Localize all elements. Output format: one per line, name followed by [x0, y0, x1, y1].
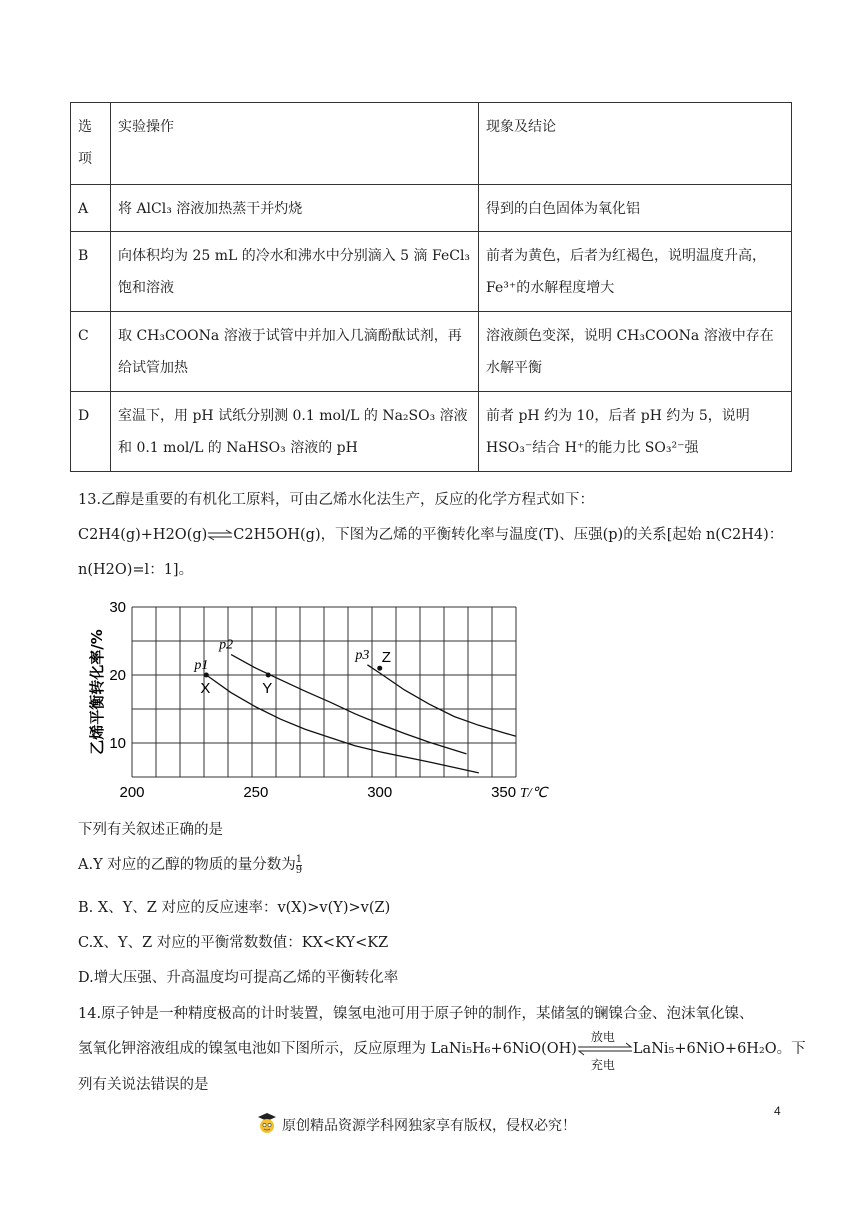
- y-tick-label: 30: [109, 599, 126, 616]
- table-cell-result: 得到的白色固体为氧化铝: [479, 185, 792, 232]
- q13-line2: [78, 523, 783, 544]
- q13-option-c: C.X、Y、Z 对应的平衡常数数值：KX<KY<KZ: [78, 935, 389, 951]
- series-line-p3: [367, 665, 516, 736]
- footer: [254, 1110, 576, 1140]
- page-number: 4: [774, 1104, 781, 1118]
- table-cell-opt: C: [71, 312, 111, 392]
- arrow-top-label: 放电: [590, 1030, 615, 1044]
- x-tick-label: 350: [491, 784, 517, 801]
- scholar-mascot-icon: [254, 1110, 280, 1140]
- data-point-Y: [266, 673, 271, 678]
- table-row: [71, 185, 792, 232]
- table-header-cell: 现象及结论: [479, 103, 792, 185]
- data-point-X: [204, 673, 209, 678]
- series-label-p2: p2: [219, 637, 234, 653]
- q13-option-b: B. X、Y、Z 对应的反应速率：v(X)>v(Y)>v(Z): [78, 900, 391, 916]
- x-tick-label: 250: [243, 784, 269, 801]
- series-label-p3: p3: [355, 647, 370, 663]
- series-label-p1: p1: [194, 658, 209, 673]
- q14-equation-right: LaNi₅+6NiO+6H₂O。下: [632, 1041, 806, 1057]
- y-tick-label: 10: [109, 735, 126, 752]
- x-axis-label: T/℃: [520, 786, 548, 801]
- table-cell-result: 前者为黄色，后者为红褐色，说明温度升高，Fe³⁺的水解程度增大: [479, 232, 792, 312]
- q14-line1: 14.原子钟是一种精度极高的计时装置，镍氢电池可用于原子钟的制作，某储氢的镧镍合金、泡沫氧化镍、: [78, 1006, 754, 1022]
- table-row: [71, 312, 792, 392]
- q13-equation-right: C2H5OH(g)，下图为乙烯的平衡转化率与温度(T)、压强(p)的关系[起始 n(C2H4)：: [233, 527, 784, 543]
- q14-line2: [78, 1030, 806, 1072]
- q13-option-d: D.增大压强、升高温度均可提高乙烯的平衡转化率: [78, 970, 399, 986]
- point-label-Z: Z: [381, 649, 391, 667]
- table-cell-op: 将 AlCl₃ 溶液加热蒸干并灼烧: [111, 185, 479, 232]
- q13-equation-left: C2H4(g)+H2O(g): [78, 527, 208, 543]
- table-cell-opt: A: [71, 185, 111, 232]
- fraction-numerator: 1: [295, 853, 303, 865]
- fraction-denominator: 9: [295, 864, 303, 876]
- fraction: [296, 855, 302, 876]
- y-tick-label: 20: [109, 667, 126, 684]
- point-label-X: X: [200, 680, 211, 697]
- data-point-Z: [377, 666, 382, 671]
- q14-line3: 列有关说法错误的是: [78, 1077, 209, 1093]
- q13-question: 下列有关叙述正确的是: [78, 822, 223, 838]
- table-header-cell: 实验操作: [111, 103, 479, 185]
- q13-option-a: [78, 853, 302, 876]
- series-line-p2: [231, 655, 466, 754]
- reversible-arrow-icon: [577, 1030, 633, 1072]
- x-tick-label: 300: [367, 784, 393, 801]
- q14-equation-left: 氢氧化钾溶液组成的镍氢电池如下图所示，反应原理为 LaNi₅H₆+6NiO(OH): [78, 1041, 577, 1057]
- table-cell-result: 溶液颜色变深，说明 CH₃COONa 溶液中存在水解平衡: [479, 312, 792, 392]
- table-cell-opt: B: [71, 232, 111, 312]
- table-header-row: [71, 103, 792, 185]
- x-tick-label: 200: [119, 784, 145, 801]
- y-axis-label: 乙烯平衡转化率/%: [88, 629, 106, 755]
- table-row: [71, 392, 792, 472]
- table-cell-result: 前者 pH 约为 10，后者 pH 约为 5，说明 HSO₃⁻结合 H⁺的能力比 SO₃²⁻强: [479, 392, 792, 472]
- q13-line1: 13.乙醇是重要的有机化工原料，可由乙烯水化法生产，反应的化学方程式如下：: [78, 492, 595, 508]
- table-cell-op: 室温下，用 pH 试纸分别测 0.1 mol/L 的 Na₂SO₃ 溶液和 0.1 mol/L 的 NaHSO₃ 溶液的 pH: [111, 392, 479, 472]
- table-header-cell: 选 项: [71, 103, 111, 185]
- table-cell-opt: D: [71, 392, 111, 472]
- table-row: [71, 232, 792, 312]
- equilibrium-arrow-icon: [207, 529, 233, 541]
- equilibrium-chart: [76, 595, 556, 805]
- experiment-table: [70, 102, 792, 472]
- q13-line3: n(H2O)=l：1]。: [78, 562, 194, 578]
- table-cell-op: 向体积均为 25 mL 的冷水和沸水中分别滴入 5 滴 FeCl₃ 饱和溶液: [111, 232, 479, 312]
- series-line-p1: [206, 675, 479, 773]
- copyright-notice: 原创精品资源学科网独家享有版权，侵权必究！: [282, 1118, 576, 1134]
- table-cell-op: 取 CH₃COONa 溶液于试管中并加入几滴酚酞试剂，再给试管加热: [111, 312, 479, 392]
- arrow-bottom-label: 充电: [590, 1058, 615, 1072]
- point-label-Y: Y: [262, 680, 273, 697]
- option-a-text: A.Y 对应的乙醇的物质的量分数为: [78, 857, 296, 873]
